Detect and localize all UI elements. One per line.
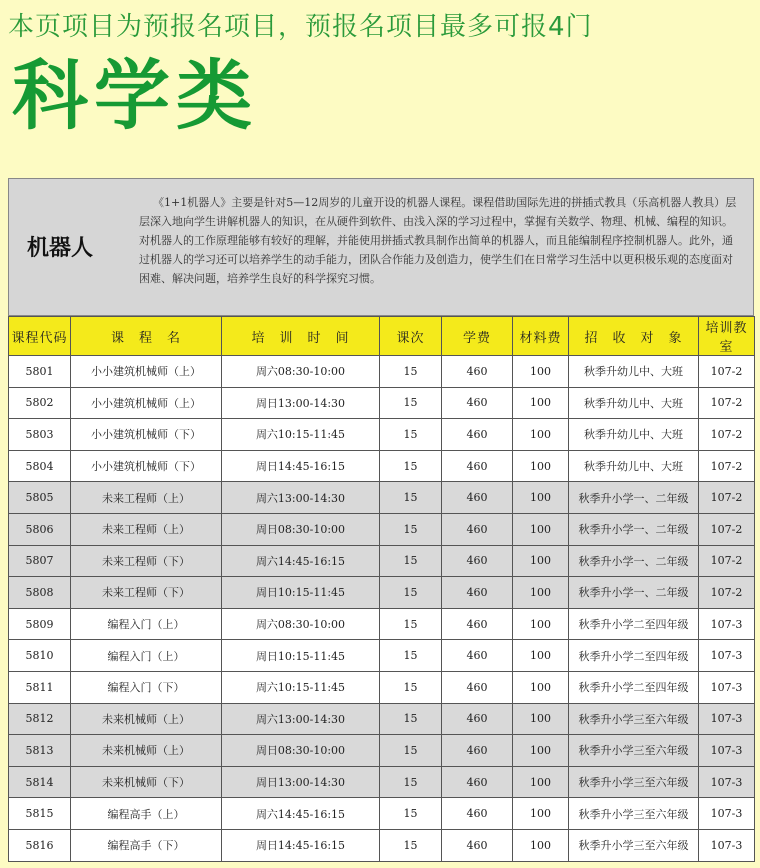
sessions-cell: 15 [380,356,442,388]
training-time-cell: 周日08:30-10:00 [222,735,380,767]
course-name-cell: 未来工程师（下） [71,545,222,577]
course-intro-box [8,178,754,316]
course-name-cell: 未来机械师（上） [71,703,222,735]
material-fee-cell: 100 [513,387,569,419]
header-course-code: 课程代码 [9,317,71,356]
classroom-cell: 107-3 [699,640,755,672]
tuition-cell: 460 [442,640,513,672]
tuition-cell: 460 [442,577,513,609]
target-students-cell: 秋季升小学三至六年级 [569,766,699,798]
sessions-cell: 15 [380,419,442,451]
target-students-cell: 秋季升幼儿中、大班 [569,356,699,388]
tuition-cell: 460 [442,356,513,388]
tuition-cell: 460 [442,703,513,735]
classroom-cell: 107-2 [699,450,755,482]
header-course-name: 课 程 名 [71,317,222,356]
classroom-cell: 107-3 [699,798,755,830]
course-code-cell: 5812 [9,703,71,735]
course-code-cell: 5810 [9,640,71,672]
course-code-cell: 5801 [9,356,71,388]
table-row [9,671,755,703]
target-students-cell: 秋季升小学三至六年级 [569,703,699,735]
tuition-cell: 460 [442,513,513,545]
training-time-cell: 周六13:00-14:30 [222,482,380,514]
table-row [9,703,755,735]
training-time-cell: 周六10:15-11:45 [222,419,380,451]
classroom-cell: 107-2 [699,513,755,545]
sessions-cell: 15 [380,703,442,735]
course-code-cell: 5808 [9,577,71,609]
training-time-cell: 周六14:45-16:15 [222,545,380,577]
target-students-cell: 秋季升幼儿中、大班 [569,419,699,451]
target-students-cell: 秋季升小学一、二年级 [569,577,699,609]
classroom-cell: 107-2 [699,545,755,577]
material-fee-cell: 100 [513,703,569,735]
table-row [9,829,755,861]
material-fee-cell: 100 [513,513,569,545]
target-students-cell: 秋季升小学二至四年级 [569,671,699,703]
target-students-cell: 秋季升小学三至六年级 [569,798,699,830]
header-sessions: 课次 [380,317,442,356]
classroom-cell: 107-2 [699,387,755,419]
classroom-cell: 107-3 [699,703,755,735]
sessions-cell: 15 [380,482,442,514]
material-fee-cell: 100 [513,829,569,861]
course-code-cell: 5804 [9,450,71,482]
material-fee-cell: 100 [513,419,569,451]
table-row [9,545,755,577]
material-fee-cell: 100 [513,798,569,830]
course-table-body [9,356,755,862]
tuition-cell: 460 [442,671,513,703]
course-name-cell: 编程高手（下） [71,829,222,861]
sessions-cell: 15 [380,766,442,798]
material-fee-cell: 100 [513,356,569,388]
course-name-cell: 小小建筑机械师（上） [71,356,222,388]
table-header-row [9,317,755,356]
category-title: 科学类 [12,51,258,140]
course-name-cell: 未来工程师（上） [71,482,222,514]
course-name-cell: 未来工程师（上） [71,513,222,545]
course-name-cell: 编程高手（上） [71,798,222,830]
training-time-cell: 周六14:45-16:15 [222,798,380,830]
material-fee-cell: 100 [513,577,569,609]
sessions-cell: 15 [380,545,442,577]
header-training-time: 培 训 时 间 [222,317,380,356]
training-time-cell: 周日13:00-14:30 [222,387,380,419]
classroom-cell: 107-3 [699,671,755,703]
table-row [9,735,755,767]
sessions-cell: 15 [380,387,442,419]
sessions-cell: 15 [380,671,442,703]
training-time-cell: 周六08:30-10:00 [222,608,380,640]
tuition-cell: 460 [442,545,513,577]
tuition-cell: 460 [442,419,513,451]
header-material-fee: 材料费 [513,317,569,356]
training-time-cell: 周日10:15-11:45 [222,640,380,672]
preregistration-notice: 本页项目为预报名项目，预报名项目最多可报4门 [8,12,593,42]
table-row [9,419,755,451]
course-code-cell: 5811 [9,671,71,703]
course-name-cell: 编程入门（下） [71,671,222,703]
course-code-cell: 5815 [9,798,71,830]
classroom-cell: 107-3 [699,735,755,767]
target-students-cell: 秋季升小学三至六年级 [569,735,699,767]
table-row [9,798,755,830]
training-time-cell: 周日14:45-16:15 [222,829,380,861]
tuition-cell: 460 [442,387,513,419]
classroom-cell: 107-2 [699,356,755,388]
classroom-cell: 107-3 [699,829,755,861]
material-fee-cell: 100 [513,766,569,798]
target-students-cell: 秋季升幼儿中、大班 [569,450,699,482]
header-tuition: 学费 [442,317,513,356]
table-row [9,577,755,609]
training-time-cell: 周六10:15-11:45 [222,671,380,703]
material-fee-cell: 100 [513,640,569,672]
course-name-cell: 编程入门（上） [71,608,222,640]
intro-title: 机器人 [27,235,94,261]
target-students-cell: 秋季升小学一、二年级 [569,545,699,577]
training-time-cell: 周日08:30-10:00 [222,513,380,545]
target-students-cell: 秋季升小学三至六年级 [569,829,699,861]
header-target-students: 招 收 对 象 [569,317,699,356]
classroom-cell: 107-2 [699,419,755,451]
table-row [9,766,755,798]
course-code-cell: 5807 [9,545,71,577]
tuition-cell: 460 [442,735,513,767]
tuition-cell: 460 [442,608,513,640]
tuition-cell: 460 [442,766,513,798]
course-name-cell: 未来工程师（下） [71,577,222,609]
training-time-cell: 周六08:30-10:00 [222,356,380,388]
sessions-cell: 15 [380,640,442,672]
training-time-cell: 周日10:15-11:45 [222,577,380,609]
intro-description: 《1+1机器人》主要是针对5—12周岁的儿童开设的机器人课程。课程借助国际先进的拼插式教具（乐高机器人教具）层层深入地向学生讲解机器人的知识，在从硬件到软件、由浅入深的学习过程中，掌握有关数学、物理、机械、编程的知识。对机器人的工作原理能够有较好的理解，并能使用拼插式教具制作出简单的机器人，而且能编制程序控制机器人。此外，通过机器人的学习还可以培养学生的动手能力，团队合作能力及创造力，使学生们在日常学习生活中以更积极乐观的态度面对困难、解决问题，培养学生良好的科学探究习惯。 [139,196,737,285]
course-code-cell: 5809 [9,608,71,640]
material-fee-cell: 100 [513,450,569,482]
tuition-cell: 460 [442,829,513,861]
course-table [8,316,755,862]
classroom-cell: 107-2 [699,482,755,514]
course-name-cell: 编程入门（上） [71,640,222,672]
tuition-cell: 460 [442,482,513,514]
sessions-cell: 15 [380,735,442,767]
sessions-cell: 15 [380,829,442,861]
course-code-cell: 5803 [9,419,71,451]
sessions-cell: 15 [380,513,442,545]
material-fee-cell: 100 [513,482,569,514]
course-name-cell: 小小建筑机械师（下） [71,450,222,482]
course-code-cell: 5814 [9,766,71,798]
classroom-cell: 107-3 [699,766,755,798]
table-row [9,387,755,419]
training-time-cell: 周日14:45-16:15 [222,450,380,482]
course-code-cell: 5806 [9,513,71,545]
table-row [9,356,755,388]
classroom-cell: 107-3 [699,608,755,640]
course-code-cell: 5813 [9,735,71,767]
table-row [9,450,755,482]
training-time-cell: 周六13:00-14:30 [222,703,380,735]
classroom-cell: 107-2 [699,577,755,609]
course-code-cell: 5805 [9,482,71,514]
course-code-cell: 5816 [9,829,71,861]
training-time-cell: 周日13:00-14:30 [222,766,380,798]
table-row [9,608,755,640]
header-classroom: 培训教室 [699,317,755,356]
sessions-cell: 15 [380,450,442,482]
target-students-cell: 秋季升幼儿中、大班 [569,387,699,419]
course-name-cell: 小小建筑机械师（下） [71,419,222,451]
material-fee-cell: 100 [513,735,569,767]
target-students-cell: 秋季升小学一、二年级 [569,482,699,514]
material-fee-cell: 100 [513,671,569,703]
course-name-cell: 未来机械师（上） [71,735,222,767]
sessions-cell: 15 [380,608,442,640]
material-fee-cell: 100 [513,545,569,577]
tuition-cell: 460 [442,450,513,482]
target-students-cell: 秋季升小学一、二年级 [569,513,699,545]
course-code-cell: 5802 [9,387,71,419]
target-students-cell: 秋季升小学二至四年级 [569,608,699,640]
course-name-cell: 小小建筑机械师（上） [71,387,222,419]
material-fee-cell: 100 [513,608,569,640]
table-row [9,513,755,545]
target-students-cell: 秋季升小学二至四年级 [569,640,699,672]
course-name-cell: 未来机械师（下） [71,766,222,798]
sessions-cell: 15 [380,577,442,609]
table-row [9,640,755,672]
sessions-cell: 15 [380,798,442,830]
tuition-cell: 460 [442,798,513,830]
table-row [9,482,755,514]
